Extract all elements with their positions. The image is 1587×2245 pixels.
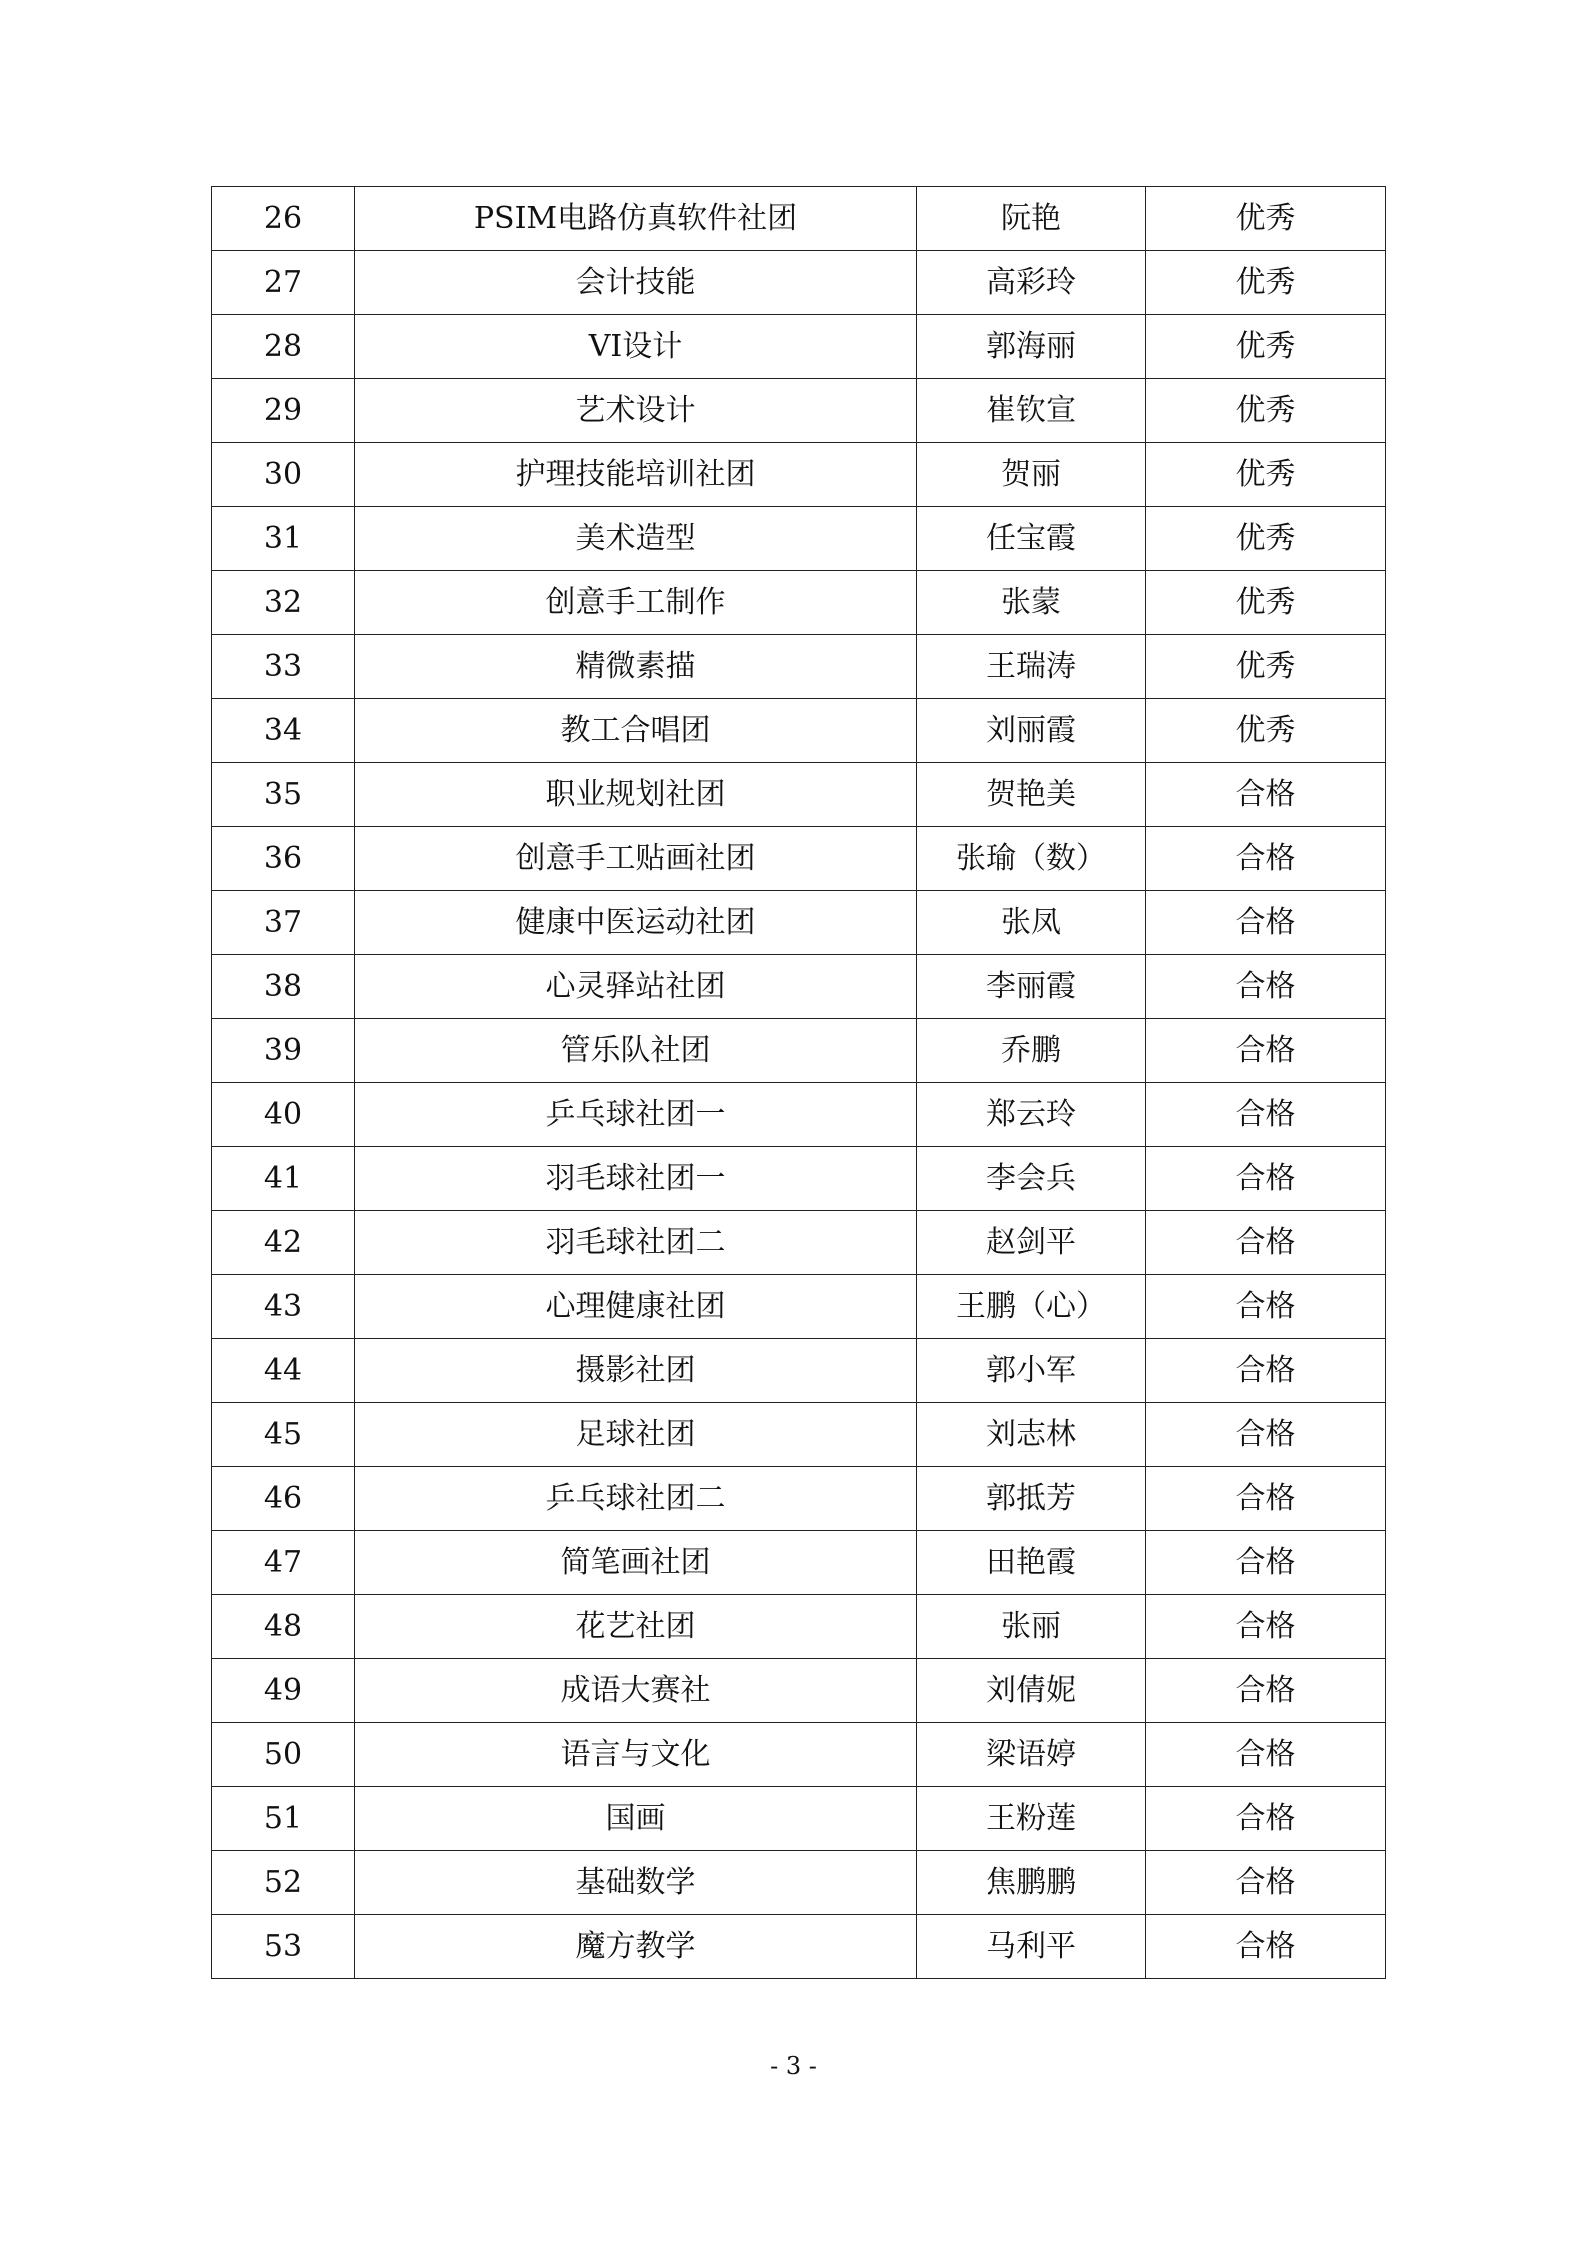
grade-cell: 优秀: [1146, 443, 1386, 507]
teacher-name-cell: 赵剑平: [917, 1211, 1146, 1275]
teacher-name-cell: 郭抵芳: [917, 1467, 1146, 1531]
table-row: [212, 1851, 1386, 1915]
table-row: [212, 635, 1386, 699]
table-row: [212, 955, 1386, 1019]
grade-cell: 优秀: [1146, 507, 1386, 571]
teacher-name-cell: 任宝霞: [917, 507, 1146, 571]
club-name-cell: 乒乓球社团二: [355, 1467, 917, 1531]
table-row: [212, 1787, 1386, 1851]
club-name-cell: 简笔画社团: [355, 1531, 917, 1595]
row-number-cell: 52: [212, 1851, 355, 1915]
club-name-cell: 国画: [355, 1787, 917, 1851]
row-number-cell: 28: [212, 315, 355, 379]
table-row: [212, 699, 1386, 763]
table-row: [212, 379, 1386, 443]
row-number-cell: 44: [212, 1339, 355, 1403]
table-row: [212, 1467, 1386, 1531]
grade-cell: 优秀: [1146, 699, 1386, 763]
row-number-cell: 27: [212, 251, 355, 315]
row-number-cell: 31: [212, 507, 355, 571]
grade-cell: 合格: [1146, 891, 1386, 955]
table-body: [212, 187, 1386, 1979]
row-number-cell: 50: [212, 1723, 355, 1787]
club-name-cell: 基础数学: [355, 1851, 917, 1915]
grade-cell: 优秀: [1146, 315, 1386, 379]
table-row: [212, 1211, 1386, 1275]
club-name-cell: 创意手工贴画社团: [355, 827, 917, 891]
row-number-cell: 53: [212, 1915, 355, 1979]
teacher-name-cell: 高彩玲: [917, 251, 1146, 315]
table-row: [212, 315, 1386, 379]
grade-cell: 合格: [1146, 1915, 1386, 1979]
club-name-cell: PSIM电路仿真软件社团: [355, 187, 917, 251]
teacher-name-cell: 乔鹏: [917, 1019, 1146, 1083]
row-number-cell: 37: [212, 891, 355, 955]
row-number-cell: 46: [212, 1467, 355, 1531]
club-name-cell: 花艺社团: [355, 1595, 917, 1659]
row-number-cell: 51: [212, 1787, 355, 1851]
teacher-name-cell: 王瑞涛: [917, 635, 1146, 699]
club-name-cell: 心理健康社团: [355, 1275, 917, 1339]
teacher-name-cell: 张凤: [917, 891, 1146, 955]
club-name-cell: 美术造型: [355, 507, 917, 571]
club-name-cell: 会计技能: [355, 251, 917, 315]
grade-cell: 合格: [1146, 1723, 1386, 1787]
club-name-cell: VI设计: [355, 315, 917, 379]
table-row: [212, 827, 1386, 891]
grade-cell: 优秀: [1146, 571, 1386, 635]
grade-cell: 合格: [1146, 827, 1386, 891]
grade-cell: 合格: [1146, 955, 1386, 1019]
table-row: [212, 1723, 1386, 1787]
grade-cell: 合格: [1146, 1787, 1386, 1851]
teacher-name-cell: 贺艳美: [917, 763, 1146, 827]
club-name-cell: 健康中医运动社团: [355, 891, 917, 955]
grade-cell: 合格: [1146, 1147, 1386, 1211]
teacher-name-cell: 张瑜（数）: [917, 827, 1146, 891]
row-number-cell: 45: [212, 1403, 355, 1467]
table-row: [212, 1531, 1386, 1595]
row-number-cell: 43: [212, 1275, 355, 1339]
row-number-cell: 26: [212, 187, 355, 251]
row-number-cell: 34: [212, 699, 355, 763]
table-row: [212, 1083, 1386, 1147]
grade-cell: 合格: [1146, 763, 1386, 827]
row-number-cell: 42: [212, 1211, 355, 1275]
teacher-name-cell: 贺丽: [917, 443, 1146, 507]
row-number-cell: 29: [212, 379, 355, 443]
grade-cell: 合格: [1146, 1467, 1386, 1531]
row-number-cell: 32: [212, 571, 355, 635]
club-evaluation-table: [211, 186, 1386, 1979]
row-number-cell: 36: [212, 827, 355, 891]
table-row: [212, 1915, 1386, 1979]
teacher-name-cell: 郭海丽: [917, 315, 1146, 379]
teacher-name-cell: 梁语婷: [917, 1723, 1146, 1787]
row-number-cell: 49: [212, 1659, 355, 1723]
teacher-name-cell: 刘倩妮: [917, 1659, 1146, 1723]
club-name-cell: 护理技能培训社团: [355, 443, 917, 507]
club-name-cell: 语言与文化: [355, 1723, 917, 1787]
table-row: [212, 187, 1386, 251]
grade-cell: 合格: [1146, 1403, 1386, 1467]
grade-cell: 合格: [1146, 1083, 1386, 1147]
table-row: [212, 507, 1386, 571]
row-number-cell: 39: [212, 1019, 355, 1083]
table-row: [212, 1403, 1386, 1467]
club-name-cell: 羽毛球社团一: [355, 1147, 917, 1211]
club-name-cell: 心灵驿站社团: [355, 955, 917, 1019]
table-row: [212, 1019, 1386, 1083]
club-name-cell: 精微素描: [355, 635, 917, 699]
grade-cell: 合格: [1146, 1339, 1386, 1403]
teacher-name-cell: 崔钦宣: [917, 379, 1146, 443]
club-name-cell: 职业规划社团: [355, 763, 917, 827]
table-row: [212, 251, 1386, 315]
grade-cell: 优秀: [1146, 379, 1386, 443]
teacher-name-cell: 马利平: [917, 1915, 1146, 1979]
grade-cell: 优秀: [1146, 187, 1386, 251]
club-name-cell: 足球社团: [355, 1403, 917, 1467]
club-name-cell: 教工合唱团: [355, 699, 917, 763]
grade-cell: 优秀: [1146, 251, 1386, 315]
table-row: [212, 1275, 1386, 1339]
table-row: [212, 1659, 1386, 1723]
table-row: [212, 891, 1386, 955]
teacher-name-cell: 王鹏（心）: [917, 1275, 1146, 1339]
row-number-cell: 40: [212, 1083, 355, 1147]
grade-cell: 合格: [1146, 1595, 1386, 1659]
table-row: [212, 443, 1386, 507]
club-name-cell: 创意手工制作: [355, 571, 917, 635]
row-number-cell: 33: [212, 635, 355, 699]
club-name-cell: 摄影社团: [355, 1339, 917, 1403]
row-number-cell: 30: [212, 443, 355, 507]
teacher-name-cell: 阮艳: [917, 187, 1146, 251]
club-name-cell: 成语大赛社: [355, 1659, 917, 1723]
grade-cell: 优秀: [1146, 635, 1386, 699]
grade-cell: 合格: [1146, 1211, 1386, 1275]
teacher-name-cell: 李会兵: [917, 1147, 1146, 1211]
grade-cell: 合格: [1146, 1019, 1386, 1083]
club-name-cell: 管乐队社团: [355, 1019, 917, 1083]
row-number-cell: 35: [212, 763, 355, 827]
grade-cell: 合格: [1146, 1659, 1386, 1723]
teacher-name-cell: 焦鹏鹏: [917, 1851, 1146, 1915]
page-number: - 3 -: [770, 2052, 817, 2080]
grade-cell: 合格: [1146, 1851, 1386, 1915]
table-row: [212, 1339, 1386, 1403]
table-row: [212, 1147, 1386, 1211]
table-row: [212, 1595, 1386, 1659]
teacher-name-cell: 王粉莲: [917, 1787, 1146, 1851]
club-name-cell: 魔方教学: [355, 1915, 917, 1979]
table-row: [212, 763, 1386, 827]
teacher-name-cell: 郭小军: [917, 1339, 1146, 1403]
teacher-name-cell: 郑云玲: [917, 1083, 1146, 1147]
teacher-name-cell: 刘丽霞: [917, 699, 1146, 763]
teacher-name-cell: 张蒙: [917, 571, 1146, 635]
row-number-cell: 48: [212, 1595, 355, 1659]
teacher-name-cell: 田艳霞: [917, 1531, 1146, 1595]
grade-cell: 合格: [1146, 1531, 1386, 1595]
teacher-name-cell: 李丽霞: [917, 955, 1146, 1019]
club-name-cell: 艺术设计: [355, 379, 917, 443]
club-name-cell: 羽毛球社团二: [355, 1211, 917, 1275]
row-number-cell: 41: [212, 1147, 355, 1211]
club-name-cell: 乒乓球社团一: [355, 1083, 917, 1147]
grade-cell: 合格: [1146, 1275, 1386, 1339]
row-number-cell: 38: [212, 955, 355, 1019]
teacher-name-cell: 刘志林: [917, 1403, 1146, 1467]
teacher-name-cell: 张丽: [917, 1595, 1146, 1659]
table-row: [212, 571, 1386, 635]
row-number-cell: 47: [212, 1531, 355, 1595]
